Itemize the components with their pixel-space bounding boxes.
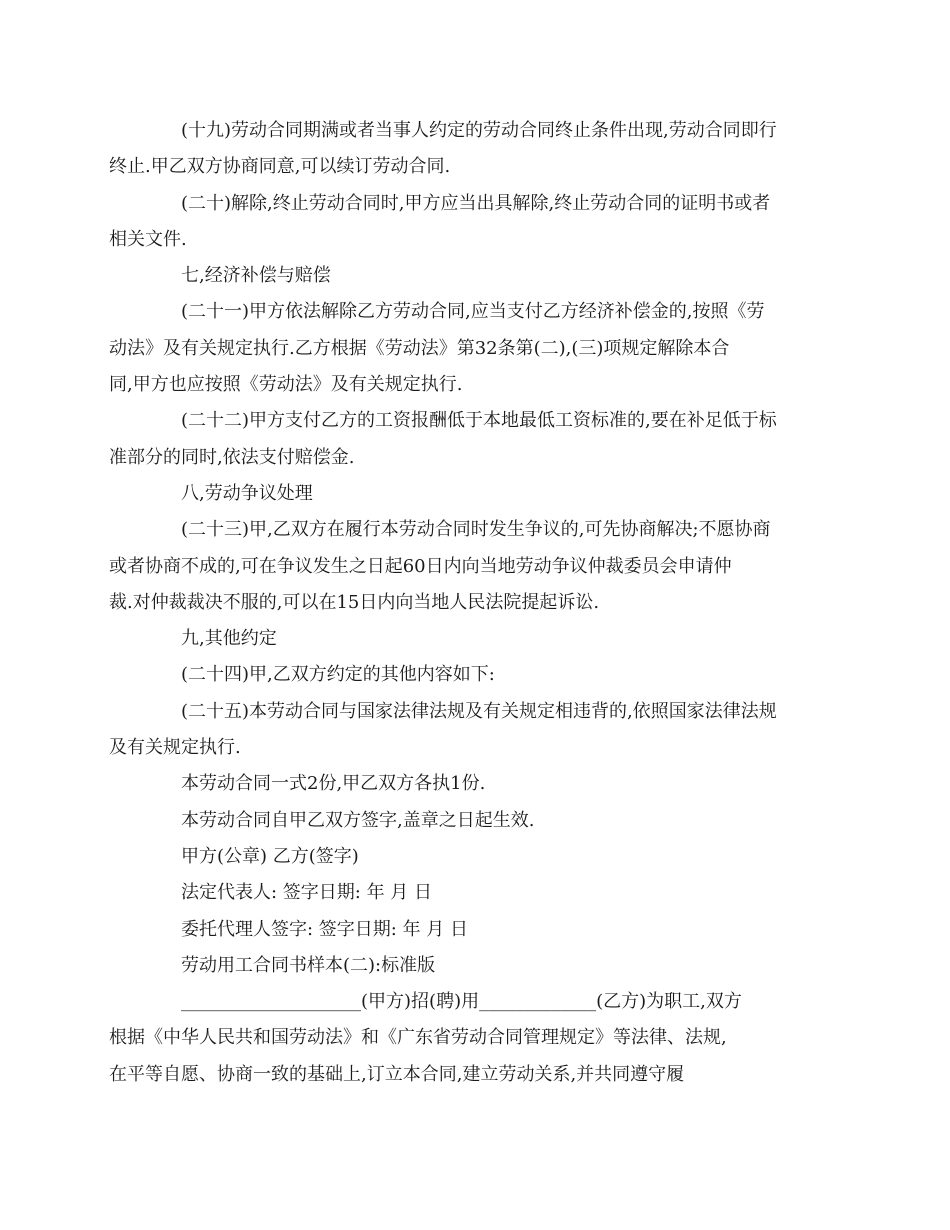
text-line: 终止.甲乙双方协商同意,可以续订劳动合同. (109, 156, 451, 178)
text-line: (二十四)甲,乙双方约定的其他内容如下: (181, 664, 495, 686)
paragraph-legal_rep (145, 875, 815, 911)
paragraph-agent (145, 912, 815, 948)
paragraph-parties (145, 839, 815, 875)
text-line: 九,其他约定 (181, 628, 277, 650)
text-line: 法定代表人: 签字日期: 年 月 日 (181, 882, 433, 904)
text-line: 动法》及有关规定执行.乙方根据《劳动法》第32条第(二),(三)项规定解除本合 (109, 337, 730, 359)
text-line: 同,甲方也应按照《劳动法》及有关规定执行. (109, 374, 463, 396)
text-line: 本劳动合同一式2份,甲乙双方各执1份. (181, 773, 486, 795)
paragraph-p23 (109, 512, 815, 621)
text-line: (二十)解除,终止劳动合同时,甲方应当出具解除,终止劳动合同的证明书或者 (181, 192, 771, 214)
text-line: (二十一)甲方依法解除乙方劳动合同,应当支付乙方经济补偿金的,按照《劳 (181, 301, 765, 323)
text-line: 裁.对仲裁裁决不服的,可以在15日内向当地人民法院提起诉讼. (109, 591, 600, 613)
paragraph-p25 (109, 694, 815, 767)
paragraph-copies (145, 766, 815, 802)
paragraph-s8 (145, 476, 815, 512)
text-line: 在平等自愿、协商一致的基础上,订立本合同,建立劳动关系,并共同遵守履 (109, 1063, 685, 1085)
text-line: 本劳动合同自甲乙双方签字,盖章之日起生效. (181, 809, 535, 831)
text-line: 准部分的同时,依法支付赔偿金. (109, 446, 355, 468)
paragraph-s9 (145, 621, 815, 657)
text-line: 或者协商不成的,可在争议发生之日起60日内向当地劳动争议仲裁委员会申请仲 (109, 555, 732, 577)
paragraph-s7 (145, 258, 815, 294)
text-line: 及有关规定执行. (109, 737, 241, 759)
paragraph-p24 (145, 657, 815, 693)
paragraph-intro (109, 984, 815, 1093)
document-body (109, 113, 815, 1093)
paragraph-p22 (109, 403, 815, 476)
text-line: (十九)劳动合同期满或者当事人约定的劳动合同终止条件出现,劳动合同即行 (181, 120, 777, 141)
text-line: (二十五)本劳动合同与国家法律法规及有关规定相违背的,依照国家法律法规 (181, 700, 777, 722)
paragraph-effective (145, 803, 815, 839)
text-line: 根据《中华人民共和国劳动法》和《广东省劳动合同管理规定》等法律、法规, (109, 1027, 727, 1049)
text-line: ____________________(甲方)招(聘)用_____________(乙方)为职工,双方 (181, 991, 742, 1013)
text-line: 相关文件. (109, 228, 187, 250)
paragraph-p19 (109, 113, 815, 186)
text-line: 八,劳动争议处理 (181, 482, 313, 504)
paragraph-p20 (109, 186, 815, 259)
text-line: 劳动用工合同书样本(二):标准版 (181, 954, 436, 976)
paragraph-p21 (109, 294, 815, 403)
paragraph-sample_title (145, 948, 815, 984)
text-line: (二十三)甲,乙双方在履行本劳动合同时发生争议的,可先协商解决;不愿协商 (181, 519, 771, 541)
text-line: 七,经济补偿与赔偿 (181, 265, 331, 287)
text-line: 甲方(公章) 乙方(签字) (181, 845, 359, 867)
text-line: 委托代理人签字: 签字日期: 年 月 日 (181, 918, 469, 940)
text-line: (二十二)甲方支付乙方的工资报酬低于本地最低工资标准的,要在补足低于标 (181, 410, 777, 432)
